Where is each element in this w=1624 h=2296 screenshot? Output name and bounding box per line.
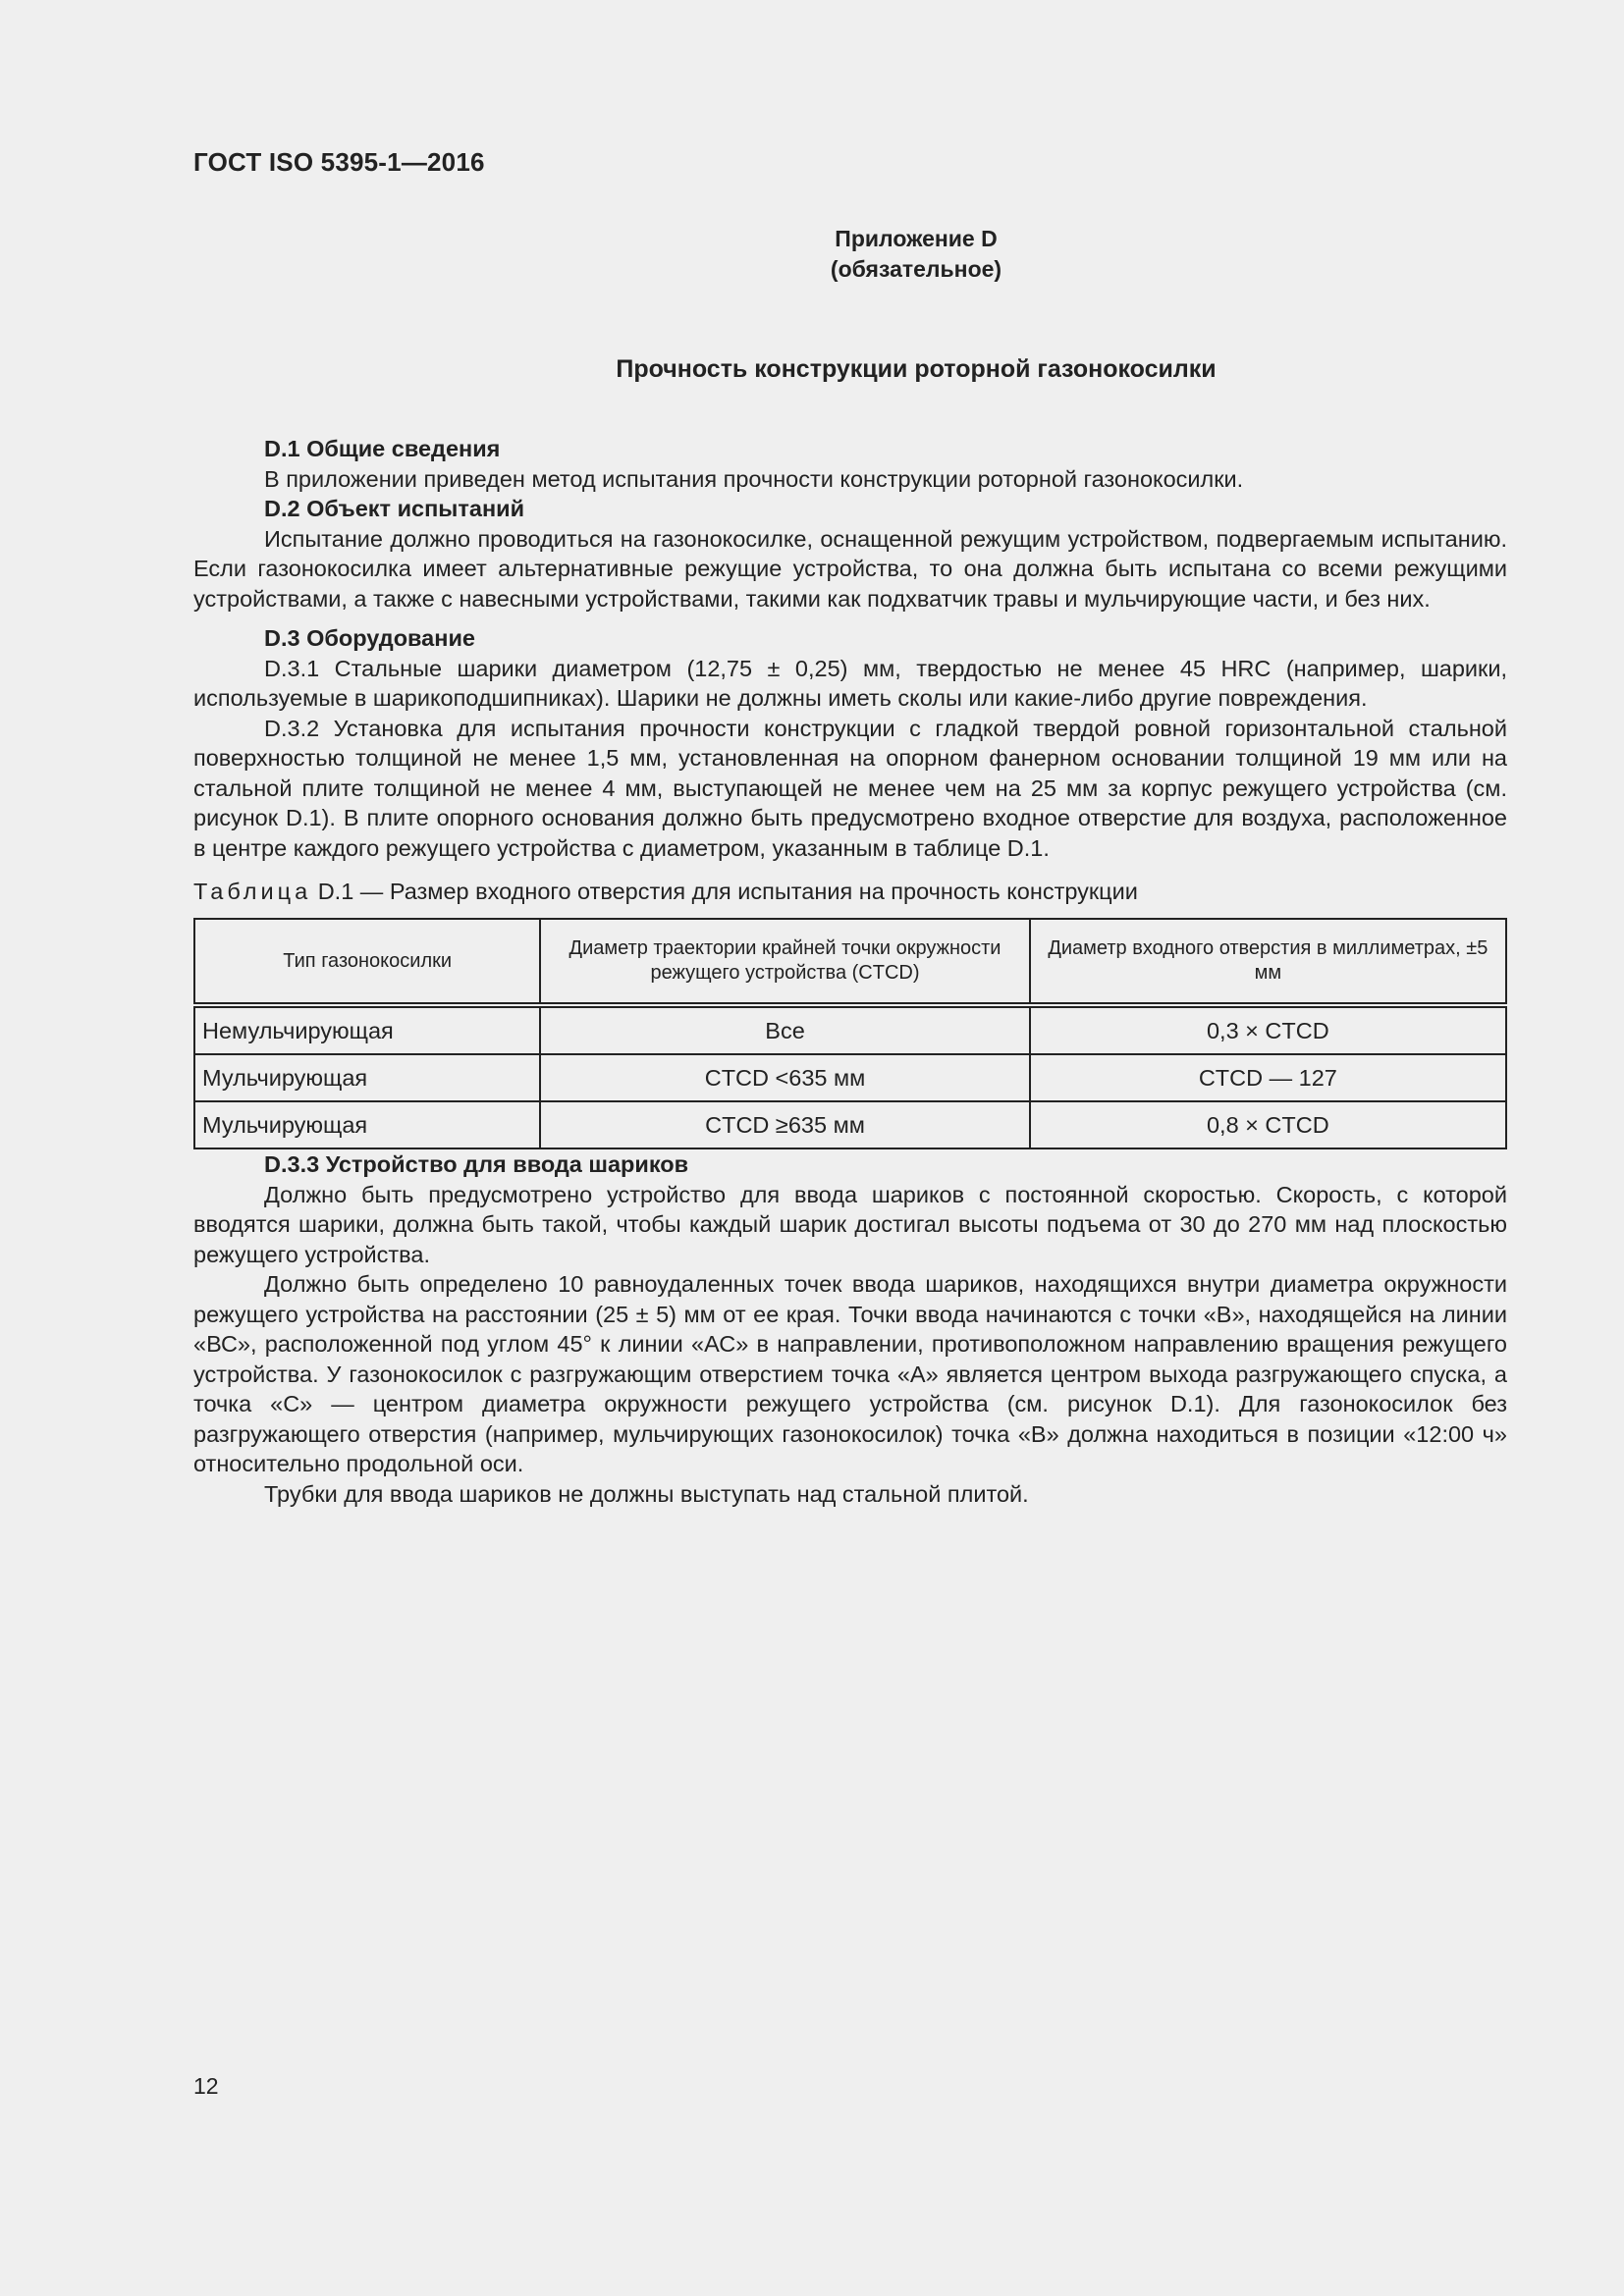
table-cell: Все [540, 1005, 1029, 1054]
table-caption-label: Таблица [193, 879, 312, 904]
table-cell: CTCD ≥635 мм [540, 1101, 1029, 1148]
table-cell: CTCD <635 мм [540, 1054, 1029, 1101]
section-d3-heading: D.3 Оборудование [264, 625, 475, 651]
section-d2-text: Испытание должно проводиться на газонокосилке, оснащенной режущим устройством, подвергаемым испытанию. Если газонокосилка имеет альтернативные режущие устройства, то она должна быть испытана со всеми режущими устройствами, а также с навесными устройствами, такими как подхватчик травы и мульчирующие части, и без них. [193, 525, 1507, 612]
table-caption [193, 877, 1507, 906]
table-cell: 0,8 × CTCD [1030, 1101, 1506, 1148]
header-mower-type: Тип газонокосилки [194, 919, 540, 1005]
section-d33-text-2: Должно быть определено 10 равноудаленных точек ввода шариков, находящихся внутри диаметра окружности режущего устройства на расстоянии (25 ± 5) мм от ее края. Точки ввода начинаются с точки «В», находящейся на линии «ВС», расположенной под углом 45° к линии «АС» в направлении, противоположном направлению вращения режущего устройства. У газонокосилок с разгружающим отверстием точка «А» является центром выхода разгружающего спуска, а точка «С» — центром диаметра окружности режущего устройства (см. рисунок D.1). Для газонокосилок без разгружающего отверстия (например, мульчирующих газонокосилок) точка «В» должна находиться в позиции «12:00 ч» относительно продольной оси. [193, 1271, 1507, 1476]
document-body [193, 434, 1507, 1509]
table-cell: Мульчирующая [194, 1054, 540, 1101]
table-cell: CTCD — 127 [1030, 1054, 1506, 1101]
annex-heading [0, 224, 1624, 285]
annex-status: (обязательное) [830, 256, 1002, 282]
header-inlet-diameter: Диаметр входного отверстия в миллиметрах, ±5 мм [1030, 919, 1506, 1005]
section-d1-heading: D.1 Общие сведения [264, 436, 501, 461]
table-d1 [193, 918, 1507, 1149]
table-cell: Мульчирующая [194, 1101, 540, 1148]
annex-title: Приложение D [835, 226, 998, 251]
table-cell: Немульчирующая [194, 1005, 540, 1054]
section-d1-text: В приложении приведен метод испытания прочности конструкции роторной газонокосилки. [264, 465, 1244, 492]
table-row [194, 1005, 1506, 1054]
section-d31-text: D.3.1 Стальные шарики диаметром (12,75 ± 0,25) мм, твердостью не менее 45 HRC (например, шарики, используемые в шарикоподшипниках). Шарики не должны иметь сколы или какие-либо другие повреждения. [193, 655, 1507, 711]
section-d32-text: D.3.2 Установка для испытания прочности конструкции с гладкой твердой ровной горизонтальной стальной поверхностью толщиной не менее 1,5 мм, установленная на опорном фанерном основании толщиной 19 мм или на стальной плите толщиной не менее 4 мм, выступающей не менее чем на 25 мм за корпус режущего устройства (см. рисунок D.1). В плите опорного основания должно быть предусмотрено входное отверстие для воздуха, расположенное в центре каждого режущего устройства с диаметром, указанным в таблице D.1. [193, 715, 1507, 861]
table-header-row [194, 919, 1506, 1005]
header-ctcd: Диаметр траектории крайней точки окружности режущего устройства (CTCD) [540, 919, 1029, 1005]
table-row [194, 1101, 1506, 1148]
section-d2-heading: D.2 Объект испытаний [264, 496, 525, 521]
document-code: ГОСТ ISO 5395-1—2016 [193, 147, 485, 177]
table-cell: 0,3 × CTCD [1030, 1005, 1506, 1054]
page-number: 12 [193, 2073, 219, 2099]
table-caption-text: D.1 — Размер входного отверстия для испытания на прочность конструкции [317, 879, 1138, 904]
section-d33-heading: D.3.3 Устройство для ввода шариков [264, 1151, 689, 1177]
main-title: Прочность конструкции роторной газонокосилки [616, 355, 1217, 383]
section-d33-text-1: Должно быть предусмотрено устройство для ввода шариков с постоянной скоростью. Скорость, с которой вводятся шарики, должна быть такой, чтобы каждый шарик достигал высоты подъема от 30 до 270 мм над плоскостью режущего устройства. [193, 1181, 1507, 1267]
section-d33-text-3: Трубки для ввода шариков не должны выступать над стальной плитой. [264, 1480, 1029, 1507]
table-row [194, 1054, 1506, 1101]
